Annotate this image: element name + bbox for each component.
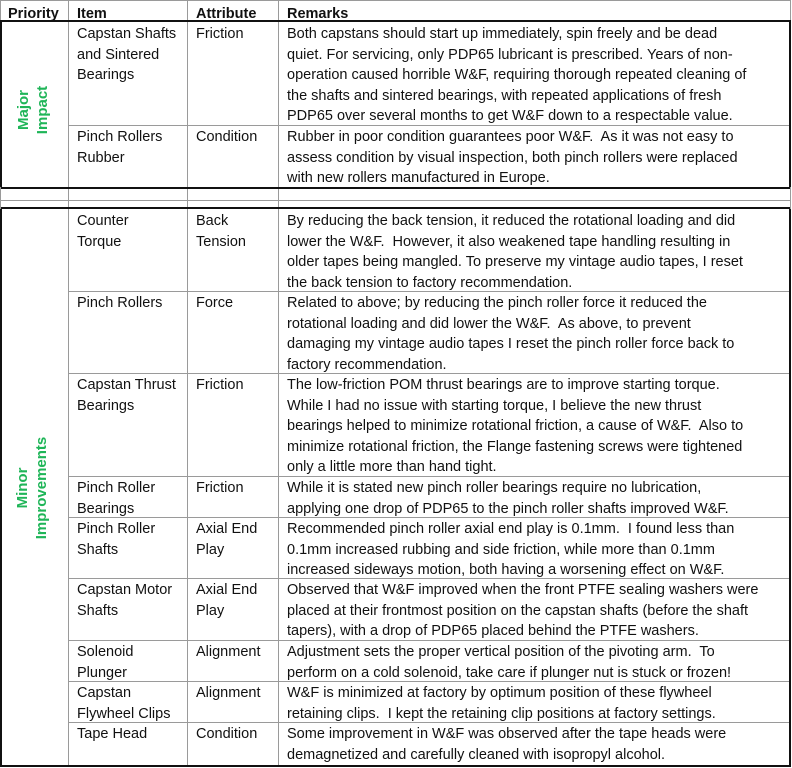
remarks-line: The low-friction POM thrust bearings are to improve starting torque. xyxy=(287,377,720,393)
group-minor-line1: Minor xyxy=(14,467,31,509)
remarks-line: quiet. For servicing, only PDP65 lubricant is prescribed. Years of non- xyxy=(287,46,733,63)
attribute-line: Axial End xyxy=(196,521,258,537)
remarks-line: Rubber in poor condition guarantees poor W&F. As it was not easy to xyxy=(287,129,734,145)
item-line: Bearings xyxy=(77,67,135,83)
attribute-line: Friction xyxy=(196,26,244,42)
remarks-line: While I had no issue with starting torque, I believe the new thrust xyxy=(287,397,702,414)
attribute-line: Friction xyxy=(196,377,244,393)
item-line: Bearings xyxy=(77,500,135,517)
remarks-line: By reducing the back tension, it reduced the rotational loading and did xyxy=(287,213,736,229)
item-line: Shafts xyxy=(77,602,119,619)
remarks-line: Some improvement in W&F was observed after the tape heads were xyxy=(287,726,727,742)
remarks-line: operation caused horrible W&F, requiring thorough repeated cleaning of xyxy=(287,67,747,83)
item-line: Bearings xyxy=(77,397,135,414)
header-remarks: Remarks xyxy=(287,6,349,22)
attribute-line: Condition xyxy=(196,129,258,145)
attribute-line: Back xyxy=(196,213,229,229)
group-major-line2: Impact xyxy=(34,85,51,135)
remarks-line: W&F is minimized at factory by optimum position of these flywheel xyxy=(287,685,712,701)
remarks-line: the shafts and sintered bearings, with repeated applications of fresh xyxy=(287,87,722,104)
remarks-line: Observed that W&F improved when the front PTFE sealing washers were xyxy=(287,582,759,598)
remarks-line: tapers), with a drop of PDP65 placed behind the PTFE washers. xyxy=(287,623,699,639)
remarks-line: Adjustment sets the proper vertical position of the pivoting arm. To xyxy=(287,644,715,660)
remarks-line: older tapes being mangled. To preserve my vintage audio tapes, I reset xyxy=(287,254,743,270)
item-line: Pinch Rollers xyxy=(77,295,163,311)
remarks-line: bearings helped to minimize rotational friction, a cause of W&F. Also to xyxy=(287,418,744,434)
item-line: Solenoid xyxy=(77,644,134,660)
table-left-border xyxy=(0,187,1,209)
item-line: Counter xyxy=(77,213,129,229)
remarks-line: placed at their frontmost position on the capstan shafts (before the shaft xyxy=(287,602,749,619)
remarks-line: only a little more than hand tight. xyxy=(287,459,497,475)
major-group-box xyxy=(0,20,791,189)
attribute-line: Force xyxy=(196,295,234,311)
item-line: Pinch Roller xyxy=(77,480,156,496)
remarks-line: retaining clips. I kept the retaining clip positions at factory settings. xyxy=(287,705,716,722)
table-right-border xyxy=(790,187,791,209)
attribute-line: Play xyxy=(196,602,225,619)
item-line: Pinch Rollers xyxy=(77,129,163,145)
attribute-line: Friction xyxy=(196,480,244,496)
spacer-divider xyxy=(0,200,791,201)
remarks-line: with new rollers manufactured in Europe. xyxy=(287,170,550,186)
remarks-line: While it is stated new pinch roller bearings require no lubrication, xyxy=(287,480,702,496)
item-line: Capstan Shafts xyxy=(77,26,177,42)
header-attribute: Attribute xyxy=(196,6,257,22)
remarks-line: the back tension to factory recommendation. xyxy=(287,274,573,291)
remarks-line: perform on a cold solenoid, take care if plunger nut is stuck or frozen! xyxy=(287,664,732,681)
remarks-line: Related to above; by reducing the pinch roller force it reduced the xyxy=(287,295,707,311)
remarks-line: 0.1mm increased rubbing and side friction, while more than 0.1mm xyxy=(287,541,715,558)
remarks-line: Recommended pinch roller axial end play is 0.1mm. I found less than xyxy=(287,521,735,537)
remarks-line: demagnetized and carefully cleaned with isopropyl alcohol. xyxy=(287,746,666,763)
remarks-line: minimize rotational friction, the Flange fastening screws were tightened xyxy=(287,438,743,455)
item-line: Capstan Motor xyxy=(77,582,173,598)
item-line: Tape Head xyxy=(77,726,148,742)
remarks-line: Both capstans should start up immediately, spin freely and be dead xyxy=(287,26,718,42)
group-major-line1: Major xyxy=(15,90,32,131)
remarks-line: PDP65 over several months to get W&F down to a respectable value. xyxy=(287,108,733,124)
table-top-border xyxy=(0,0,791,1)
item-line: Flywheel Clips xyxy=(77,705,171,722)
item-line: Torque xyxy=(77,233,122,250)
item-line: Capstan Thrust xyxy=(77,377,176,393)
attribute-line: Alignment xyxy=(196,644,261,660)
remarks-line: increased sideways motion, both having a worsening effect on W&F. xyxy=(287,562,725,578)
header-priority: Priority xyxy=(8,6,59,22)
item-line: Pinch Roller xyxy=(77,521,156,537)
attribute-line: Tension xyxy=(196,233,246,250)
attribute-line: Condition xyxy=(196,726,258,742)
remarks-line: assess condition by visual inspection, both pinch rollers were replaced xyxy=(287,149,738,166)
attribute-line: Axial End xyxy=(196,582,258,598)
header-item: Item xyxy=(77,6,107,22)
remarks-line: factory recommendation. xyxy=(287,356,447,373)
group-minor-line2: Improvements xyxy=(33,436,50,540)
item-line: Rubber xyxy=(77,149,125,166)
item-line: Plunger xyxy=(77,664,127,681)
attribute-line: Play xyxy=(196,541,225,558)
remarks-line: applying one drop of PDP65 to the pinch roller shafts improved W&F. xyxy=(287,500,729,517)
minor-group-box xyxy=(0,207,791,767)
remarks-line: lower the W&F. However, it also weakened tape handling resulting in xyxy=(287,233,731,250)
item-line: Capstan xyxy=(77,685,132,701)
remarks-line: damaging my vintage audio tapes I reset the pinch roller force back to xyxy=(287,336,735,352)
remarks-line: rotational loading and did lower the W&F. As above, to prevent xyxy=(287,315,691,332)
attribute-line: Alignment xyxy=(196,685,261,701)
table-right-border xyxy=(790,0,791,22)
table-left-border xyxy=(0,0,1,22)
item-line: and Sintered xyxy=(77,46,160,63)
item-line: Shafts xyxy=(77,541,119,558)
